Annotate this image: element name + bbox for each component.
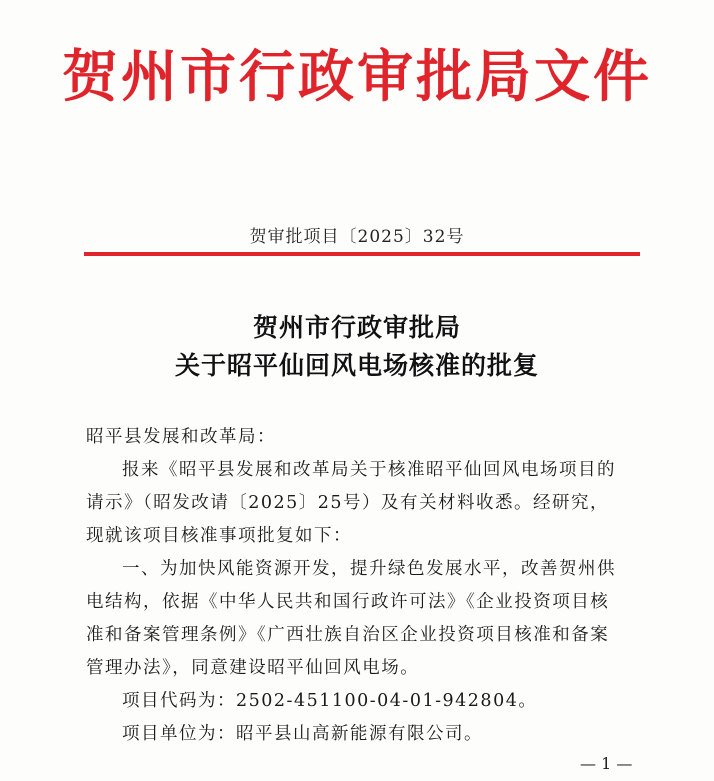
document-number: 贺审批项目〔2025〕32号 bbox=[249, 227, 465, 247]
document-title-line-2: 关于昭平仙回风电场核准的批复 bbox=[174, 351, 539, 380]
addressee: 昭平县发展和改革局： bbox=[86, 427, 276, 447]
red-separator-line bbox=[84, 252, 640, 256]
paragraph-1-line-3: 现就该项目核准事项批复如下： bbox=[86, 526, 352, 546]
paragraph-2-line-1: 一、为加快风能资源开发，提升绿色发展水平，改善贺州供 bbox=[122, 559, 616, 579]
page-number: — 1 — bbox=[580, 754, 633, 773]
masthead-title: 贺州市行政审批局文件 bbox=[62, 45, 652, 110]
document-title-line-1: 贺州市行政审批局 bbox=[252, 313, 461, 342]
project-code: 项目代码为：2502-451100-04-01-942804。 bbox=[122, 691, 538, 711]
paragraph-2-line-3: 准和备案管理条例》《广西壮族自治区企业投资项目核准和备案 bbox=[86, 625, 610, 645]
paragraph-1-line-2: 请示》（昭发改请〔2025〕25号）及有关材料收悉。经研究， bbox=[86, 493, 610, 513]
project-unit: 项目单位为：昭平县山高新能源有限公司。 bbox=[122, 724, 483, 744]
paragraph-1-line-1: 报来《昭平县发展和改革局关于核准昭平仙回风电场项目的 bbox=[122, 460, 616, 480]
paragraph-2-line-2: 电结构，依据《中华人民共和国行政许可法》《企业投资项目核 bbox=[86, 592, 610, 612]
paragraph-2-line-4: 管理办法》，同意建设昭平仙回风电场。 bbox=[86, 658, 420, 678]
